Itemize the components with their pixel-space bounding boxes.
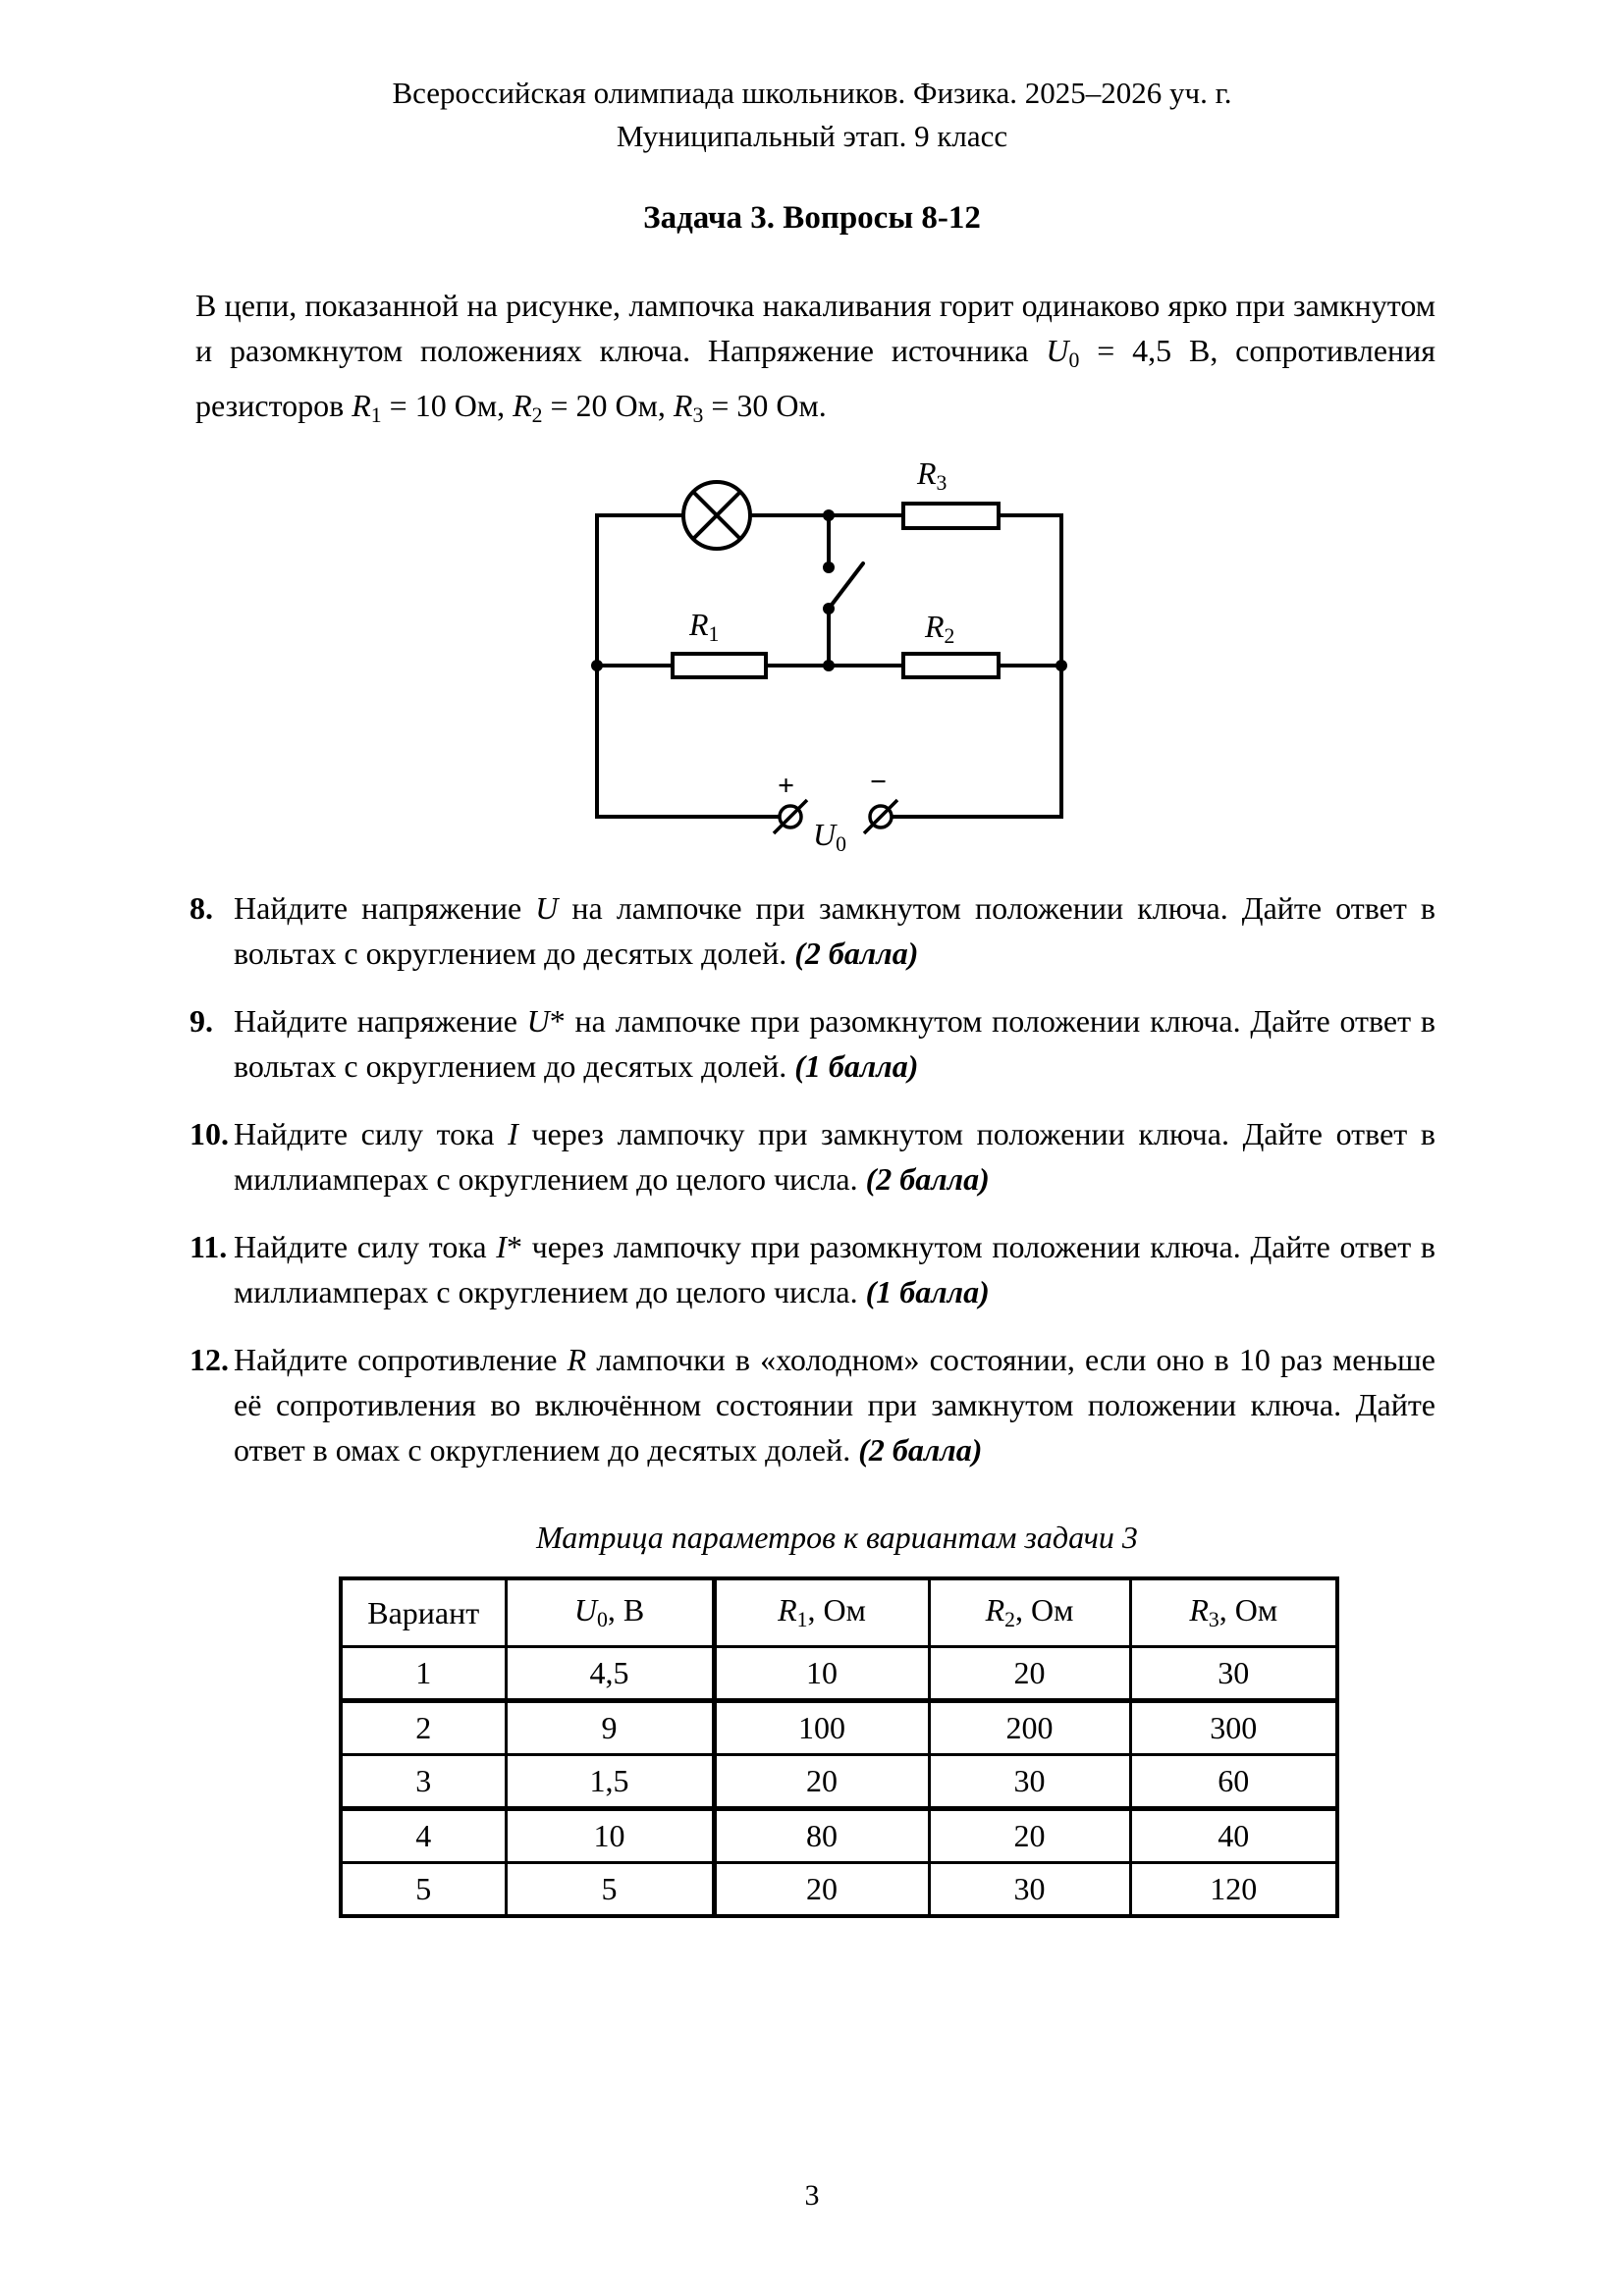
table-header-cell xyxy=(1130,1578,1337,1647)
table-cell: 2 xyxy=(341,1701,506,1755)
text-run: I xyxy=(496,1229,507,1264)
table-cell: 20 xyxy=(714,1863,929,1917)
table-body xyxy=(341,1647,1337,1917)
text-run: R xyxy=(778,1592,797,1629)
text-run: R xyxy=(352,388,371,424)
text-run: 3 xyxy=(1208,1608,1219,1632)
text-run: 0 xyxy=(1068,348,1080,373)
text-run: 2 xyxy=(1004,1608,1016,1632)
question-text xyxy=(234,1003,1435,1084)
table-cell: 200 xyxy=(929,1701,1130,1755)
lamp-icon xyxy=(683,482,750,549)
table-caption: Матрица параметров к вариантам задачи 3 xyxy=(536,1520,1138,1555)
text-run: 3 xyxy=(692,403,704,428)
resistor-r1-label xyxy=(689,607,719,652)
question-item xyxy=(189,1111,1435,1201)
text-run: = 20 Ом, xyxy=(542,388,674,424)
question-number: 12. xyxy=(189,1342,229,1377)
minus-sign-label: − xyxy=(870,766,888,798)
text-run: R xyxy=(567,1342,587,1377)
questions-list xyxy=(189,885,1435,1495)
switch-icon xyxy=(829,515,863,666)
resistor-r2-label xyxy=(925,609,954,654)
table-cell: 4,5 xyxy=(506,1647,714,1701)
table-cell: 40 xyxy=(1130,1809,1337,1863)
text-run: U xyxy=(1046,333,1069,368)
table-row xyxy=(341,1647,1337,1701)
text-run: , Ом xyxy=(807,1592,866,1629)
table-cell: 1,5 xyxy=(506,1755,714,1809)
table-cell: 20 xyxy=(929,1809,1130,1863)
table-row xyxy=(341,1701,1337,1755)
text-run: на лампочке при замкнутом положении ключа. Дайте ответ в вольтах с округлением до десятых долей. xyxy=(234,890,1435,971)
text-run: R xyxy=(985,1592,1005,1629)
text-run: Найдите напряжение xyxy=(234,890,536,926)
text-run: , В xyxy=(607,1592,645,1629)
question-text xyxy=(234,1342,1435,1468)
question-item xyxy=(189,885,1435,976)
text-run: Найдите сопротивление xyxy=(234,1342,568,1377)
text-run: R xyxy=(673,388,693,424)
terminal-plus-icon xyxy=(774,800,807,833)
text-run: * xyxy=(506,1229,522,1264)
text-run: 1 xyxy=(370,403,382,428)
terminal-minus-icon xyxy=(864,800,897,833)
table-cell: 20 xyxy=(714,1755,929,1809)
table-cell: 30 xyxy=(1130,1647,1337,1701)
table-cell: 300 xyxy=(1130,1701,1337,1755)
resistor-r3 xyxy=(903,504,999,528)
text-run: 1 xyxy=(796,1608,808,1632)
table-cell: 60 xyxy=(1130,1755,1337,1809)
text-run: 0 xyxy=(836,832,846,857)
header-line-2: Муниципальный этап. 9 класс xyxy=(616,119,1008,153)
text-run: = 30 Ом. xyxy=(703,388,827,424)
text-run: Найдите силу тока xyxy=(234,1229,497,1264)
text-run: через лампочку при разомкнутом положении ключа. Дайте ответ в миллиамперах с округлением до целого числа. xyxy=(234,1229,1435,1309)
table-row xyxy=(341,1755,1337,1809)
text-run: (1 балла) xyxy=(865,1274,990,1309)
table-row xyxy=(341,1809,1337,1863)
question-number: 10. xyxy=(189,1116,229,1151)
text-run: (2 балла) xyxy=(865,1161,990,1197)
table-header-cell xyxy=(341,1578,506,1647)
text-run: R xyxy=(917,455,937,491)
text-run: , Ом xyxy=(1015,1592,1074,1629)
table-cell: 5 xyxy=(506,1863,714,1917)
table-cell: 9 xyxy=(506,1701,714,1755)
text-run: Найдите силу тока xyxy=(234,1116,509,1151)
text-run: R xyxy=(689,607,709,642)
text-run: 0 xyxy=(596,1608,608,1632)
question-item xyxy=(189,1224,1435,1314)
text-run: на лампочке при разомкнутом положении ключа. Дайте ответ в вольтах с округлением до десятых долей. xyxy=(234,1003,1436,1084)
question-number: 11. xyxy=(189,1229,228,1264)
problem-title: Задача 3. Вопросы 8-12 xyxy=(643,200,981,236)
text-run: R xyxy=(1189,1592,1209,1629)
text-run: , Ом xyxy=(1218,1592,1278,1629)
text-run: I xyxy=(508,1116,518,1151)
table-header-row xyxy=(341,1578,1337,1647)
table-header-cell xyxy=(714,1578,929,1647)
header-line-1: Всероссийская олимпиада школьников. Физика. 2025–2026 уч. г. xyxy=(392,76,1232,110)
table-cell: 1 xyxy=(341,1647,506,1701)
resistor-r2 xyxy=(903,654,999,677)
table-cell: 5 xyxy=(341,1863,506,1917)
question-item xyxy=(189,998,1435,1089)
text-run: U xyxy=(535,890,559,926)
text-run: U xyxy=(526,1003,550,1039)
table-header-cell xyxy=(929,1578,1130,1647)
text-run: R xyxy=(513,388,532,424)
resistor-r3-label xyxy=(917,455,947,501)
text-run: 1 xyxy=(708,622,720,647)
text-run: * xyxy=(549,1003,566,1039)
table-cell: 100 xyxy=(714,1701,929,1755)
intro-paragraph xyxy=(195,283,1435,438)
table-cell: 10 xyxy=(714,1647,929,1701)
page-number: 3 xyxy=(804,2179,820,2212)
text-run: 2 xyxy=(944,624,955,649)
text-run: (1 балла) xyxy=(794,1048,919,1084)
table-row xyxy=(341,1863,1337,1917)
table-cell: 80 xyxy=(714,1809,929,1863)
table-header-cell xyxy=(506,1578,714,1647)
question-number: 8. xyxy=(189,890,213,926)
text-run: U xyxy=(573,1592,597,1629)
parameters-table xyxy=(339,1576,1339,1918)
table-cell: 20 xyxy=(929,1647,1130,1701)
question-text xyxy=(234,1116,1435,1197)
text-run: = 10 Ом, xyxy=(381,388,514,424)
text-run: 2 xyxy=(531,403,543,428)
source-voltage-label xyxy=(813,817,846,862)
text-run: R xyxy=(925,609,945,644)
text-run: лампочки в «холодном» состоянии, если оно в 10 раз меньше её сопротивления во включённом состоянии при замкнутом положении ключа. Дайте ответ в омах с округлением до десятых долей. xyxy=(234,1342,1435,1468)
question-text xyxy=(234,1229,1435,1309)
text-run: Вариант xyxy=(367,1594,480,1630)
text-run: В цепи, показанной на рисунке, лампочка накаливания горит одинаково ярко при замкнутом и разомкнутом положениях ключа. Напряжение источника xyxy=(195,288,1435,368)
plus-sign-label: + xyxy=(778,770,795,802)
resistor-r1 xyxy=(673,654,766,677)
question-item xyxy=(189,1337,1435,1472)
text-run: Найдите напряжение xyxy=(234,1003,527,1039)
question-number: 9. xyxy=(189,1003,213,1039)
text-run: U xyxy=(813,817,837,852)
text-run: (2 балла) xyxy=(794,935,919,971)
table-cell: 30 xyxy=(929,1755,1130,1809)
text-run: (2 балла) xyxy=(858,1432,983,1468)
question-text xyxy=(234,890,1435,971)
circuit-diagram xyxy=(579,455,1080,883)
table-cell: 4 xyxy=(341,1809,506,1863)
table-cell: 3 xyxy=(341,1755,506,1809)
text-run: через лампочку при замкнутом положении ключа. Дайте ответ в миллиамперах с округлением до целого числа. xyxy=(234,1116,1436,1197)
text-run: = 4,5 В, сопротивления резисторов xyxy=(195,333,1436,424)
table-cell: 10 xyxy=(506,1809,714,1863)
text-run: 3 xyxy=(936,471,947,496)
table-cell: 120 xyxy=(1130,1863,1337,1917)
table-cell: 30 xyxy=(929,1863,1130,1917)
